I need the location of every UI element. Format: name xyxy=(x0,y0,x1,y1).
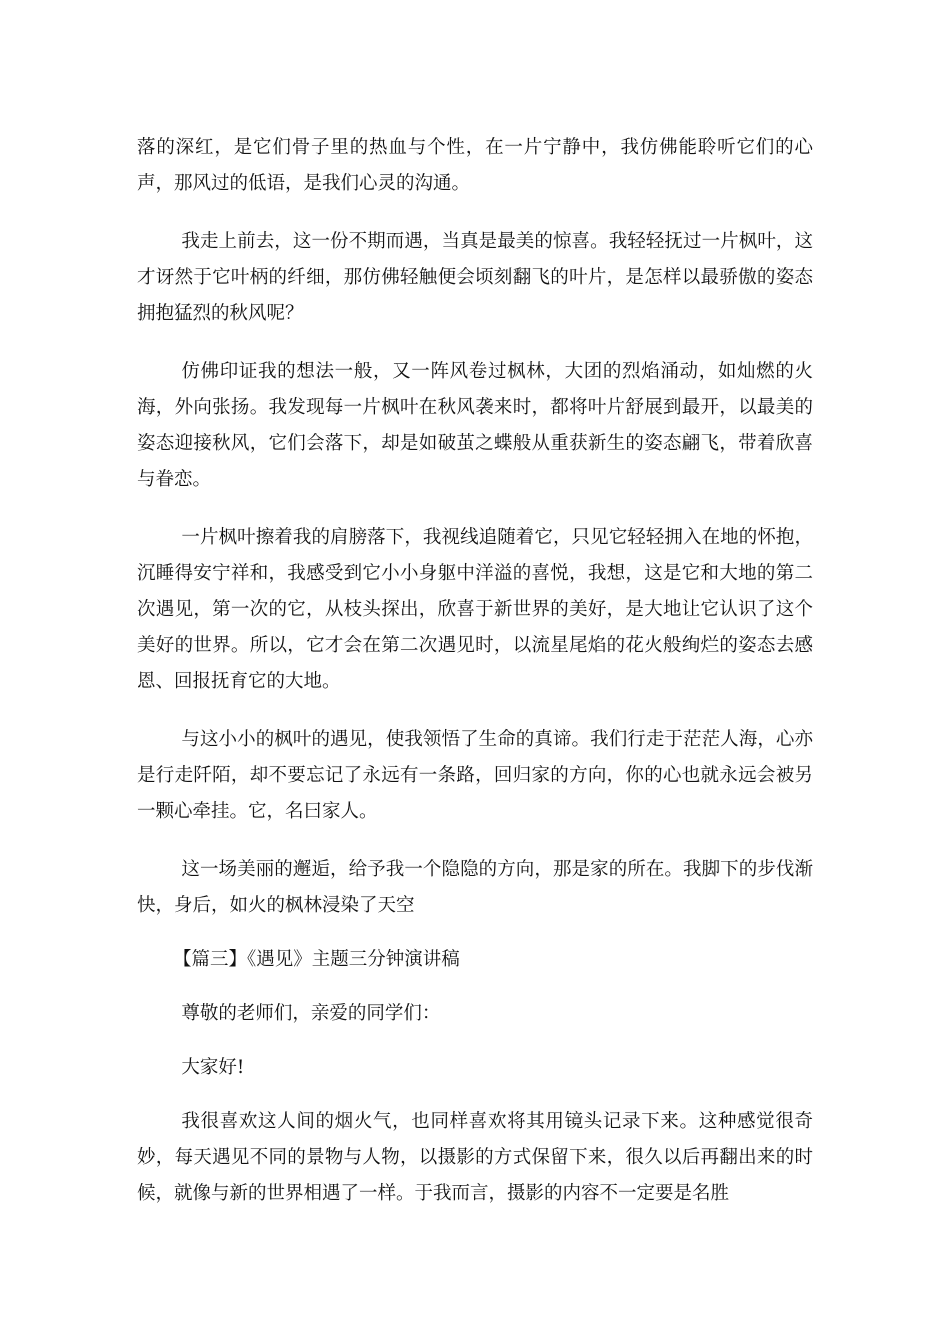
paragraph: 与这小小的枫叶的遇见，使我领悟了生命的真谛。我们行走于茫茫人海，心亦是行走阡陌，却不要忘记了永远有一条路，回归家的方向，你的心也就永远会被另一颗心牵挂。它，名曰家人。 xyxy=(137,729,813,822)
paragraph: 这一场美丽的邂逅，给予我一个隐隐的方向，那是家的所在。我脚下的步伐渐快，身后，如火的枫林浸染了天空 xyxy=(137,859,813,916)
document-body xyxy=(137,130,813,1212)
paragraph-continued: 落的深红，是它们骨子里的热血与个性，在一片宁静中，我仿佛能聆听它们的心声，那风过的低语，是我们心灵的沟通。 xyxy=(137,137,813,194)
paragraph: 仿佛印证我的想法一般，又一阵风卷过枫林，大团的烈焰涌动，如灿燃的火海，外向张扬。我发现每一片枫叶在秋风袭来时，都将叶片舒展到最开，以最美的姿态迎接秋风，它们会落下，却是如破茧之蝶般从重获新生的姿态翩飞，带着欣喜与眷恋。 xyxy=(137,361,813,490)
speech-salutation: 尊敬的老师们，亲爱的同学们： xyxy=(181,1003,441,1024)
section-title: 《遇见》主题三分钟演讲稿 xyxy=(247,949,460,970)
paragraph: 我走上前去，这一份不期而遇，当真是最美的惊喜。我轻轻抚过一片枫叶，这才讶然于它叶柄的纤细，那仿佛轻触便会顷刻翻飞的叶片，是怎样以最骄傲的姿态拥抱猛烈的秋风呢？ xyxy=(137,231,813,324)
section-heading xyxy=(137,942,813,978)
speech-body: 我很喜欢这人间的烟火气，也同样喜欢将其用镜头记录下来。这种感觉很奇妙，每天遇见不同的景物与人物，以摄影的方式保留下来，很久以后再翻出来的时候，就像与新的世界相遇了一样。于我而言，摄影的内容不一定要是名胜 xyxy=(137,1111,813,1204)
paragraph: 一片枫叶擦着我的肩膀落下，我视线追随着它，只见它轻轻拥入在地的怀抱，沉睡得安宁祥和，我感受到它小小身躯中洋溢的喜悦，我想，这是它和大地的第二次遇见，第一次的它，从枝头探出，欣喜于新世界的美好，是大地让它认识了这个美好的世界。所以，它才会在第二次遇见时，以流星尾焰的花火般绚烂的姿态去感恩、回报抚育它的大地。 xyxy=(137,527,813,692)
section-tag: 【篇三】 xyxy=(173,949,248,970)
speech-greeting: 大家好! xyxy=(181,1057,245,1078)
